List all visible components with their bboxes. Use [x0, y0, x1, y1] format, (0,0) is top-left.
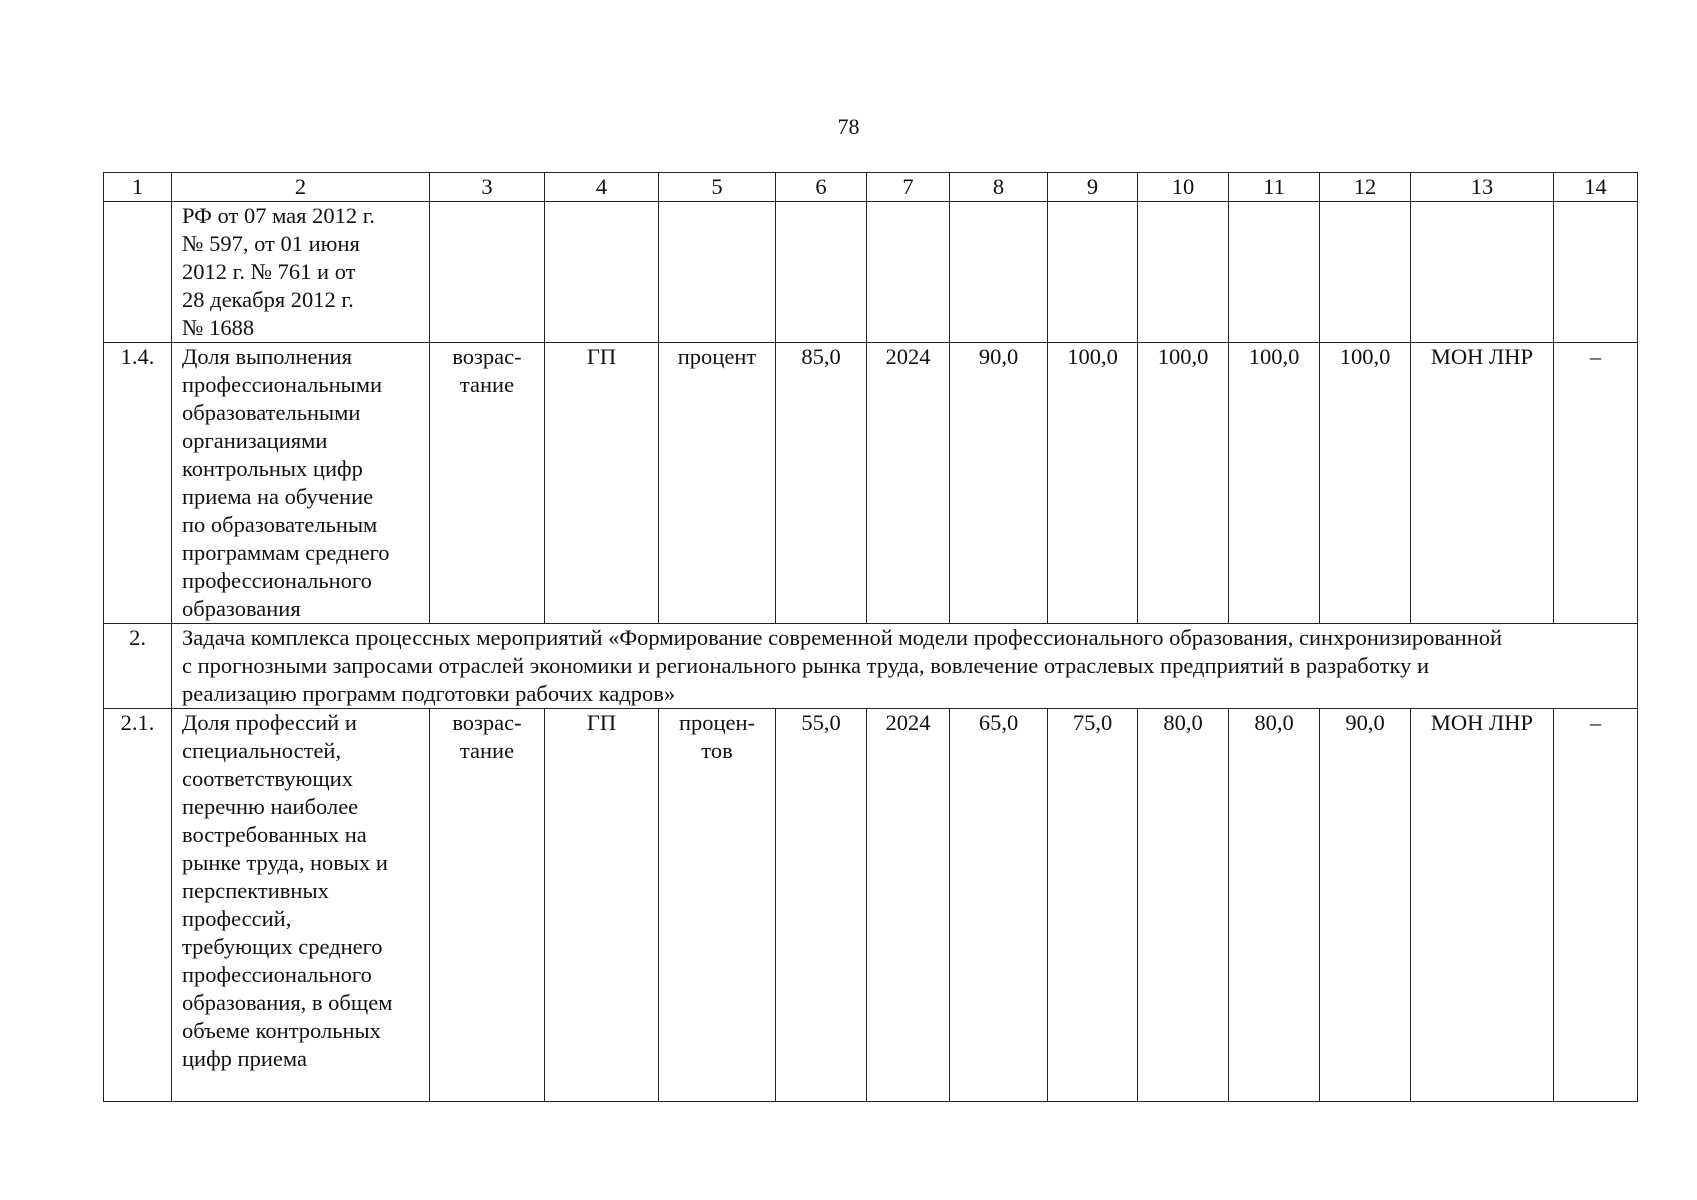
trend-cell: [430, 709, 545, 1102]
text-line: организациями: [182, 428, 328, 453]
value-cell: 75,0: [1048, 709, 1138, 1102]
value-cell: 100,0: [1048, 343, 1138, 624]
text-line: № 1688: [182, 315, 255, 340]
header-cell: 9: [1048, 173, 1138, 202]
header-cell: 7: [867, 173, 950, 202]
text-line: специальностей,: [182, 738, 342, 763]
text-line: профессионального: [182, 962, 372, 987]
empty-cell: [1048, 202, 1138, 343]
text-line: тание: [459, 372, 515, 397]
empty-cell: [1411, 202, 1554, 343]
text-line: контрольных цифр: [182, 456, 363, 481]
base-value-cell: 85,0: [776, 343, 867, 624]
indicator-name-cell: [172, 343, 430, 624]
text-line: тов: [701, 738, 733, 763]
header-cell: 14: [1554, 173, 1638, 202]
value-cell: 100,0: [1229, 343, 1320, 624]
indicators-table: [103, 172, 1638, 1102]
table-row-1-4: [104, 343, 1638, 624]
text-line: Задача комплекса процессных мероприятий «Формирование современной модели профессионального образования, синхронизированной: [182, 625, 1503, 650]
text-line: приема на обучение: [182, 484, 374, 509]
text-line: рынке труда, новых и: [182, 850, 388, 875]
unit-cell: [659, 343, 776, 624]
link-cell: –: [1554, 343, 1638, 624]
empty-cell: [659, 202, 776, 343]
text-line: РФ от 07 мая 2012 г.: [182, 203, 376, 228]
text-line: образования, в общем: [182, 990, 393, 1015]
responsible-cell: МОН ЛНР: [1411, 709, 1554, 1102]
text-line: № 597, от 01 июня: [182, 231, 360, 256]
text-line: профессионального: [182, 568, 372, 593]
text-line: перечню наиболее: [182, 794, 359, 819]
text-line: с прогнозными запросами отраслей экономики и регионального рынка труда, вовлечение отраслевых предприятий в разработку и: [182, 653, 1430, 678]
link-cell: –: [1554, 709, 1638, 1102]
text-line: 2012 г. № 761 и от: [182, 259, 356, 284]
text-line: Доля выполнения: [182, 344, 352, 369]
empty-cell: [1554, 202, 1638, 343]
header-cell: 11: [1229, 173, 1320, 202]
value-cell: 80,0: [1138, 709, 1229, 1102]
empty-cell: [1320, 202, 1411, 343]
text-line: тание: [459, 738, 515, 763]
value-cell: 100,0: [1138, 343, 1229, 624]
value-cell: 80,0: [1229, 709, 1320, 1102]
indicator-name-cell: [172, 202, 430, 343]
level-cell: ГП: [545, 709, 659, 1102]
header-cell: 12: [1320, 173, 1411, 202]
base-year-cell: 2024: [867, 709, 950, 1102]
text-line: программам среднего: [182, 540, 390, 565]
table-row-2-1: [104, 709, 1638, 1102]
header-cell: 5: [659, 173, 776, 202]
base-value-cell: 55,0: [776, 709, 867, 1102]
level-cell: ГП: [545, 343, 659, 624]
text-line: процен-: [678, 710, 756, 735]
row-number-cell: 2.: [104, 624, 172, 709]
base-year-cell: 2024: [867, 343, 950, 624]
text-line: профессий,: [182, 906, 292, 931]
empty-cell: [776, 202, 867, 343]
empty-cell: [867, 202, 950, 343]
table-row-continuation: [104, 202, 1638, 343]
table-row-2-task: [104, 624, 1638, 709]
value-cell: 90,0: [1320, 709, 1411, 1102]
header-cell: 2: [172, 173, 430, 202]
responsible-cell: МОН ЛНР: [1411, 343, 1554, 624]
empty-cell: [545, 202, 659, 343]
value-cell: 90,0: [950, 343, 1048, 624]
text-line: профессиональными: [182, 372, 383, 397]
trend-cell: [430, 343, 545, 624]
text-line: объеме контрольных: [182, 1018, 381, 1043]
page-number: 78: [837, 114, 860, 139]
empty-cell: [1229, 202, 1320, 343]
header-cell: 4: [545, 173, 659, 202]
table-header-row: [104, 173, 1638, 202]
text-line: требующих среднего: [182, 934, 383, 959]
empty-cell: [950, 202, 1048, 343]
text-line: цифр приема: [182, 1046, 307, 1071]
text-line: образования: [182, 596, 301, 621]
unit-cell: [659, 709, 776, 1102]
text-line: образовательными: [182, 400, 361, 425]
header-cell: 8: [950, 173, 1048, 202]
value-cell: 100,0: [1320, 343, 1411, 624]
text-line: процент: [677, 344, 757, 369]
header-cell: 10: [1138, 173, 1229, 202]
task-text-cell: [172, 624, 1638, 709]
empty-cell: [430, 202, 545, 343]
text-line: по образовательным: [182, 512, 378, 537]
text-line: востребованных на: [182, 822, 367, 847]
row-number-cell: [104, 202, 172, 343]
text-line: Доля профессий и: [182, 710, 357, 735]
empty-cell: [1138, 202, 1229, 343]
row-number-cell: 1.4.: [104, 343, 172, 624]
text-line: 28 декабря 2012 г.: [182, 287, 354, 312]
header-cell: 6: [776, 173, 867, 202]
text-line: возрас-: [452, 344, 522, 369]
value-cell: 65,0: [950, 709, 1048, 1102]
text-line: реализацию программ подготовки рабочих кадров»: [182, 681, 676, 706]
text-line: перспективных: [182, 878, 329, 903]
header-cell: 3: [430, 173, 545, 202]
header-cell: 13: [1411, 173, 1554, 202]
text-line: возрас-: [452, 710, 522, 735]
text-line: соответствующих: [182, 766, 353, 791]
header-cell: 1: [104, 173, 172, 202]
indicator-name-cell: [172, 709, 430, 1102]
row-number-cell: 2.1.: [104, 709, 172, 1102]
